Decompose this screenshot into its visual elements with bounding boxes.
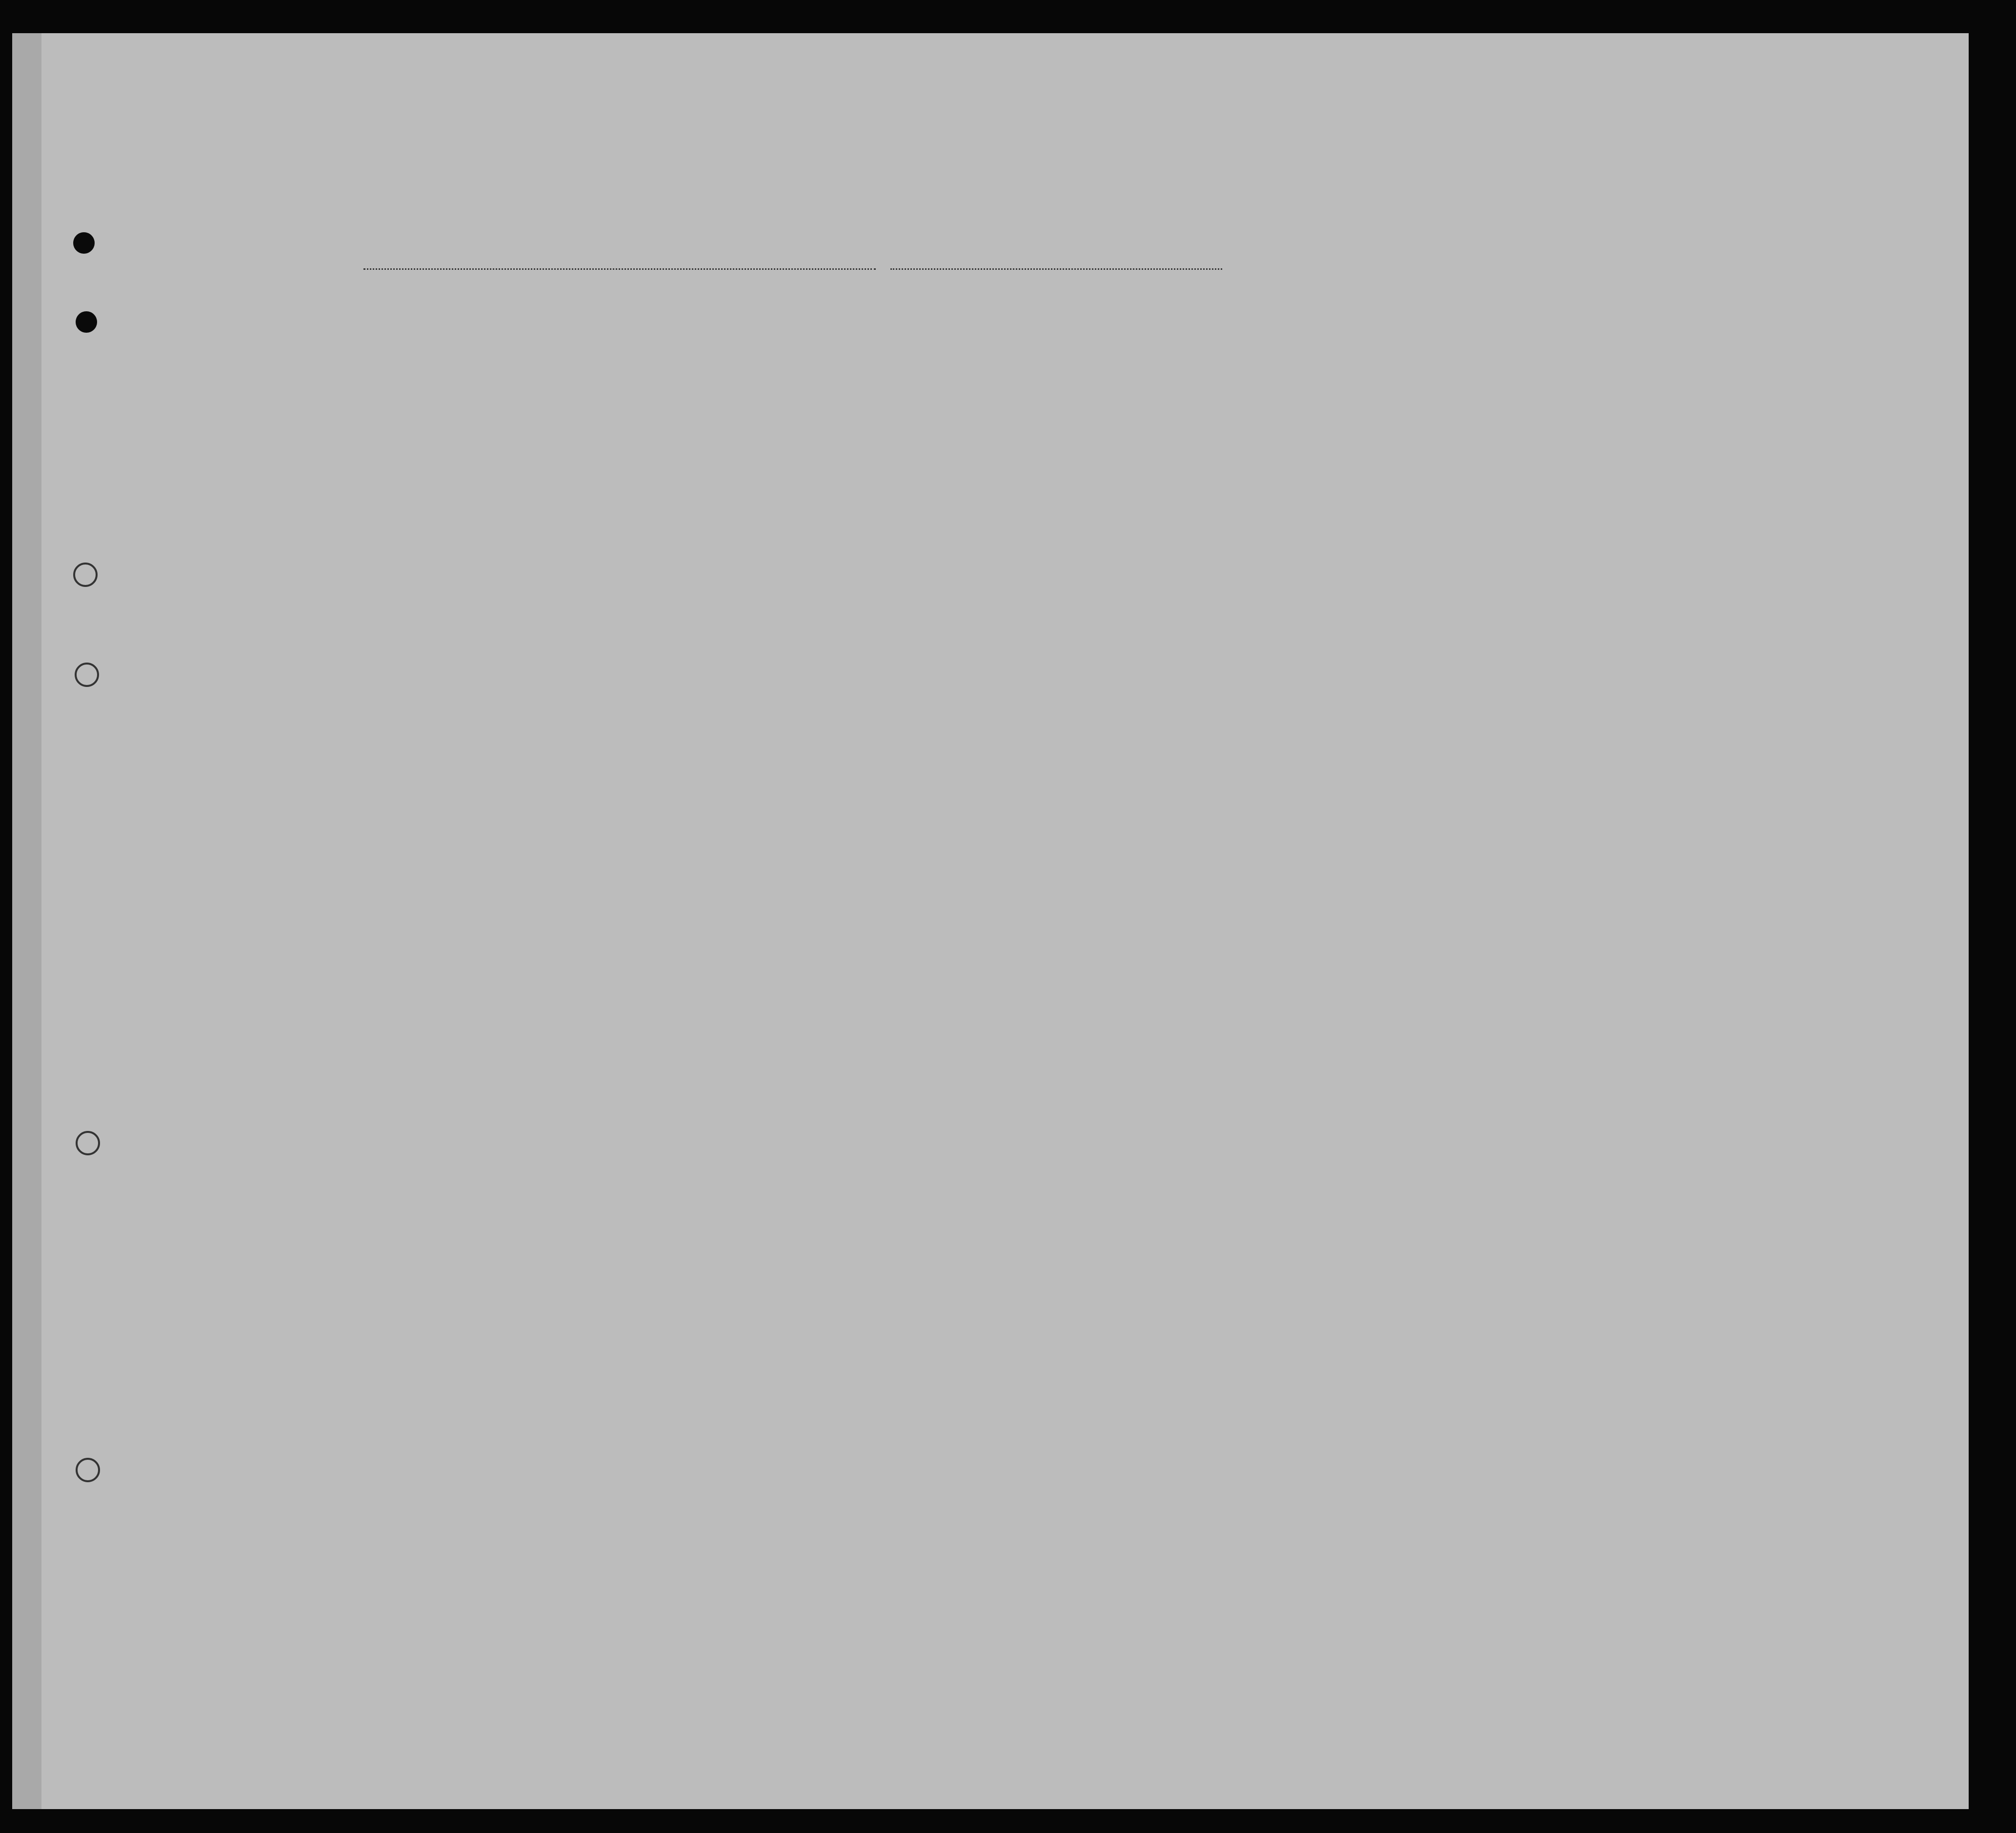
table-grid: [12, 33, 1969, 1809]
manifest-sheet: [12, 33, 1969, 1809]
